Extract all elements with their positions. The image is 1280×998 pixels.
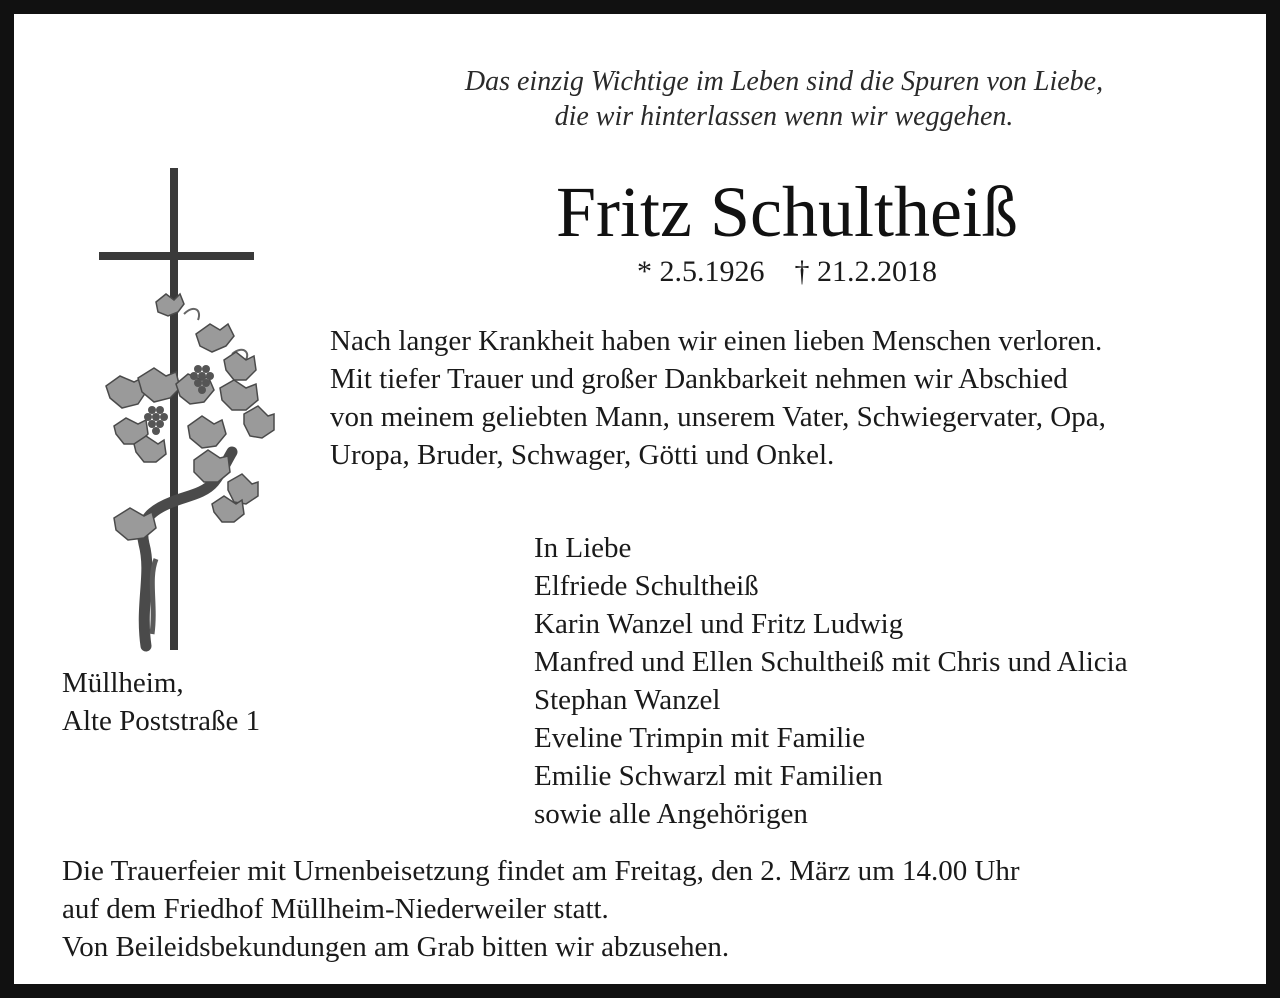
funeral-details	[62, 852, 1020, 966]
funeral-line: auf dem Friedhof Müllheim-Niederweiler statt.	[62, 893, 609, 925]
funeral-line: Die Trauerfeier mit Urnenbeisetzung findet am Freitag, den 2. März um 14.00 Uhr	[62, 855, 1020, 887]
mourner-line: Manfred und Ellen Schultheiß mit Chris und Alicia	[534, 646, 1128, 678]
mourner-line: In Liebe	[534, 532, 632, 564]
mourner-line: sowie alle Angehörigen	[534, 798, 808, 830]
mourner-line: Karin Wanzel und Fritz Ludwig	[534, 608, 904, 640]
mourner-line: Emilie Schwarzl mit Familien	[534, 760, 883, 792]
intro-text	[330, 322, 1106, 474]
family-address	[62, 664, 260, 740]
mourner-line: Elfriede Schultheiß	[534, 570, 759, 602]
mourners-list	[534, 529, 1128, 833]
intro-line: von meinem geliebten Mann, unserem Vater, Schwiegervater, Opa,	[330, 401, 1106, 433]
address-line: Müllheim,	[62, 667, 184, 699]
funeral-line: Von Beileidsbekundungen am Grab bitten wir abzusehen.	[62, 931, 730, 963]
death-date: † 21.2.2018	[794, 255, 937, 288]
intro-line: Nach langer Krankheit haben wir einen lieben Menschen verloren.	[330, 325, 1103, 357]
quote-line-1: Das einzig Wichtige im Leben sind die Spuren von Liebe,	[464, 66, 1104, 97]
mourner-line: Eveline Trimpin mit Familie	[534, 722, 866, 754]
quote-line-2: die wir hinterlassen wenn wir weggehen.	[554, 101, 1014, 132]
epitaph-quote	[314, 64, 1254, 134]
deceased-name: Fritz Schultheiß	[556, 172, 1018, 252]
birth-date: * 2.5.1926	[637, 255, 765, 288]
mourner-line: Stephan Wanzel	[534, 684, 721, 716]
intro-line: Mit tiefer Trauer und großer Dankbarkeit nehmen wir Abschied	[330, 363, 1068, 395]
cross-with-vine-icon	[94, 164, 284, 659]
address-line: Alte Poststraße 1	[62, 705, 261, 737]
intro-line: Uropa, Bruder, Schwager, Götti und Onkel.	[330, 439, 835, 471]
life-dates	[314, 254, 1260, 290]
